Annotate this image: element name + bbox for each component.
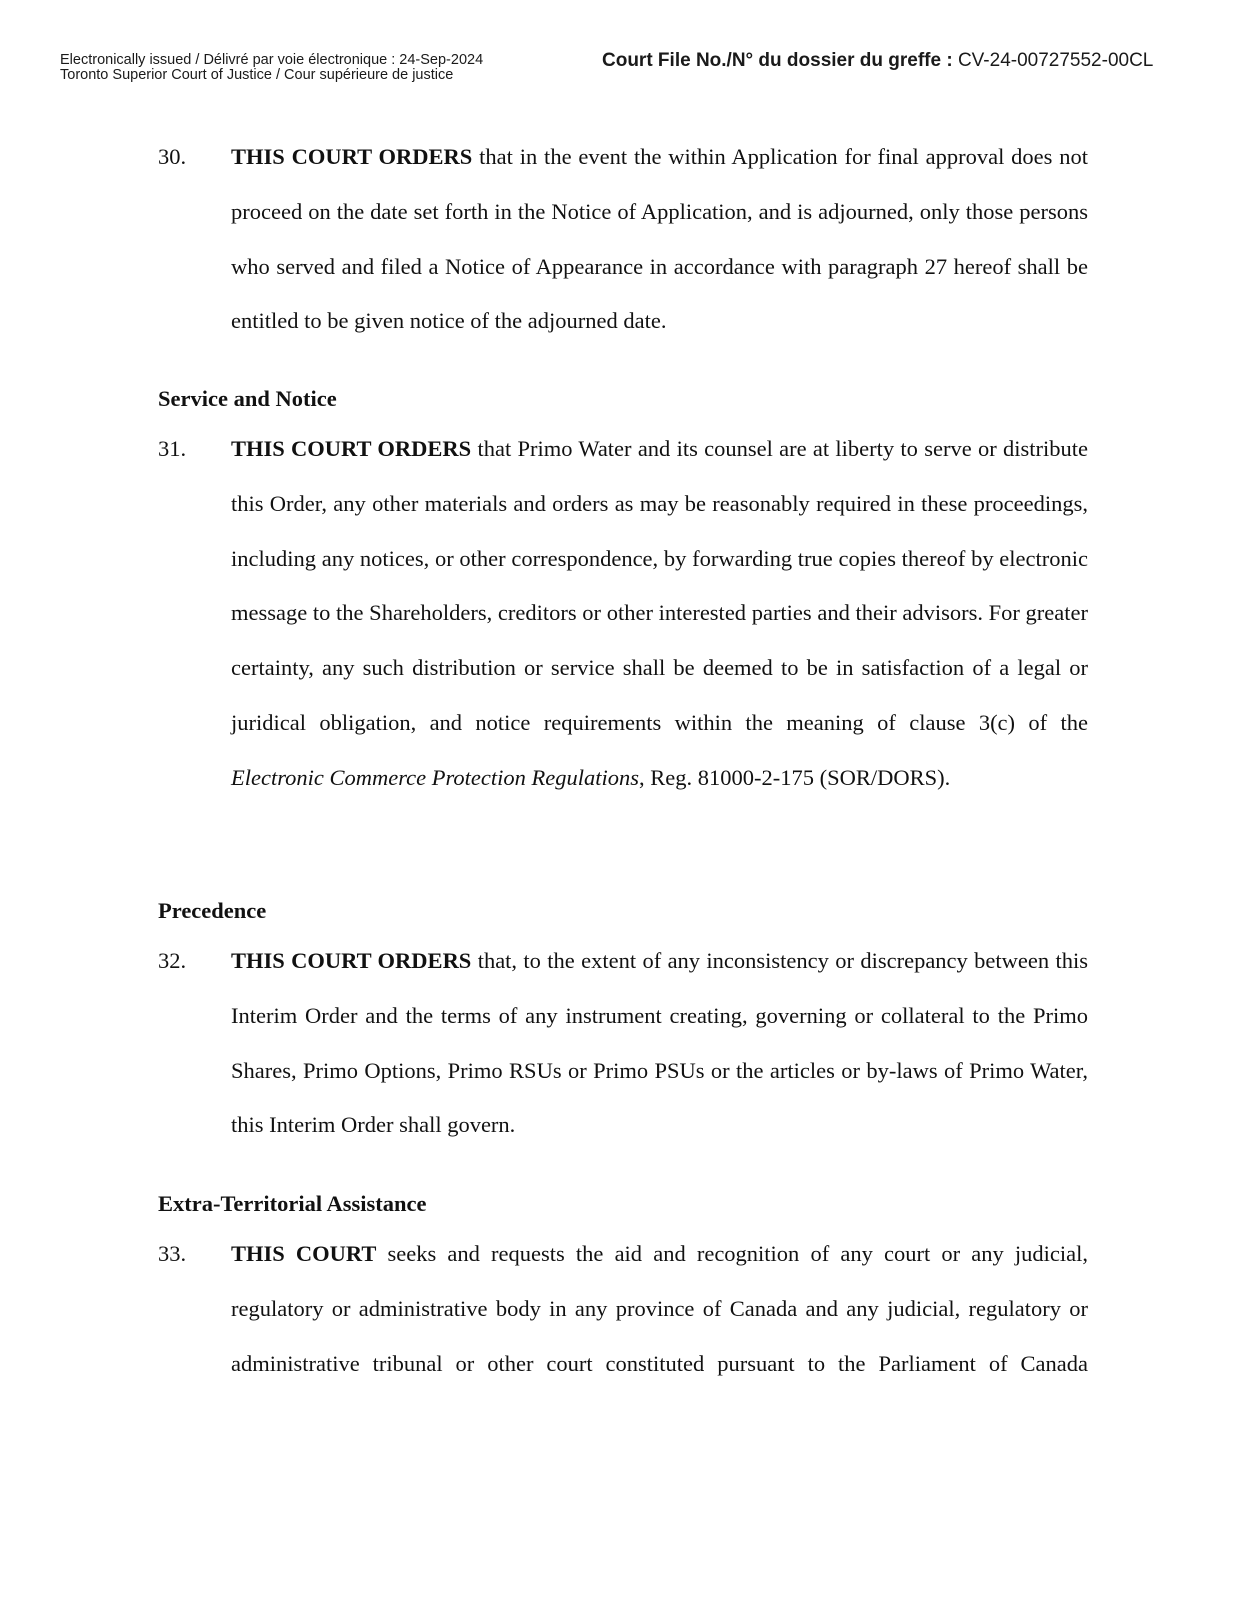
paragraph-body: that Primo Water and its counsel are at liberty to serve or distribute this Order, any other materials and orders as may be reasonably required in these proceedings, including any notices, or other correspondence, by forwarding true copies thereof by electronic message to the Shareholders, creditors or other interested parties and their advisors. For greater certainty, any such distribution or service shall be deemed to be in satisfaction of a legal or juridical obligation, and notice requirements within the meaning of clause 3(c) of the [231, 436, 1088, 735]
paragraph-32 [158, 934, 1088, 1153]
paragraph-text [231, 422, 1088, 806]
paragraph-text [231, 130, 1088, 349]
paragraph-body: that in the event the within Application for final approval does not proceed on the date set forth in the Notice of Application, and is adjourned, only those persons who served and filed a Notice of Appearance in accordance with paragraph 27 hereof shall be entitled to be given notice of the adjourned date. [231, 144, 1089, 334]
paragraph-30 [158, 130, 1088, 349]
paragraph-number: 30. [158, 144, 187, 169]
paragraph-31 [158, 422, 1088, 806]
section-heading-precedence: Precedence [158, 898, 267, 923]
court-file-value: CV-24-00727552-00CL [957, 50, 1154, 71]
paragraph-lead: THIS COURT [231, 1241, 377, 1266]
paragraph-lead: THIS COURT ORDERS [231, 948, 472, 973]
court-file-number [602, 49, 1153, 73]
paragraph-body: that, to the extent of any inconsistency or discrepancy between this Interim Order and the terms of any instrument creating, governing or collateral to the Primo Shares, Primo Options, Primo RSUs or Primo PSUs or the articles or by-laws of Primo Water, this Interim Order shall govern. [231, 948, 1088, 1138]
regulation-title: Electronic Commerce Protection Regulations [231, 764, 640, 790]
paragraph-lead: THIS COURT ORDERS [231, 436, 472, 461]
paragraph-text [231, 934, 1088, 1153]
paragraph-body-end: , Reg. 81000-2-175 (SOR/DORS). [639, 764, 951, 790]
stamp-line-issued: Electronically issued / Délivré par voie électronique : 24-Sep-2024 [60, 52, 484, 68]
paragraph-lead: THIS COURT ORDERS [231, 144, 473, 169]
paragraph-33 [158, 1227, 1088, 1391]
section-heading-extra-territorial-assistance: Extra-Territorial Assistance [158, 1191, 427, 1216]
paragraph-text [231, 1227, 1088, 1391]
stamp-line-court: Toronto Superior Court of Justice / Cour supérieure de justice [60, 67, 454, 83]
paragraph-number: 32. [158, 948, 187, 973]
paragraph-body: seeks and requests the aid and recognition of any court or any judicial, regulatory or administrative body in any province of Canada and any judicial, regulatory or administrative tribunal or other court constituted pursuant to the Parliament of Canada [231, 1241, 1088, 1376]
paragraph-number: 31. [158, 436, 187, 461]
section-heading-service-and-notice: Service and Notice [158, 386, 337, 411]
court-file-label: Court File No./N° du dossier du greffe : [602, 50, 953, 71]
electronic-filing-stamp [60, 53, 483, 83]
paragraph-number: 33. [158, 1241, 187, 1266]
